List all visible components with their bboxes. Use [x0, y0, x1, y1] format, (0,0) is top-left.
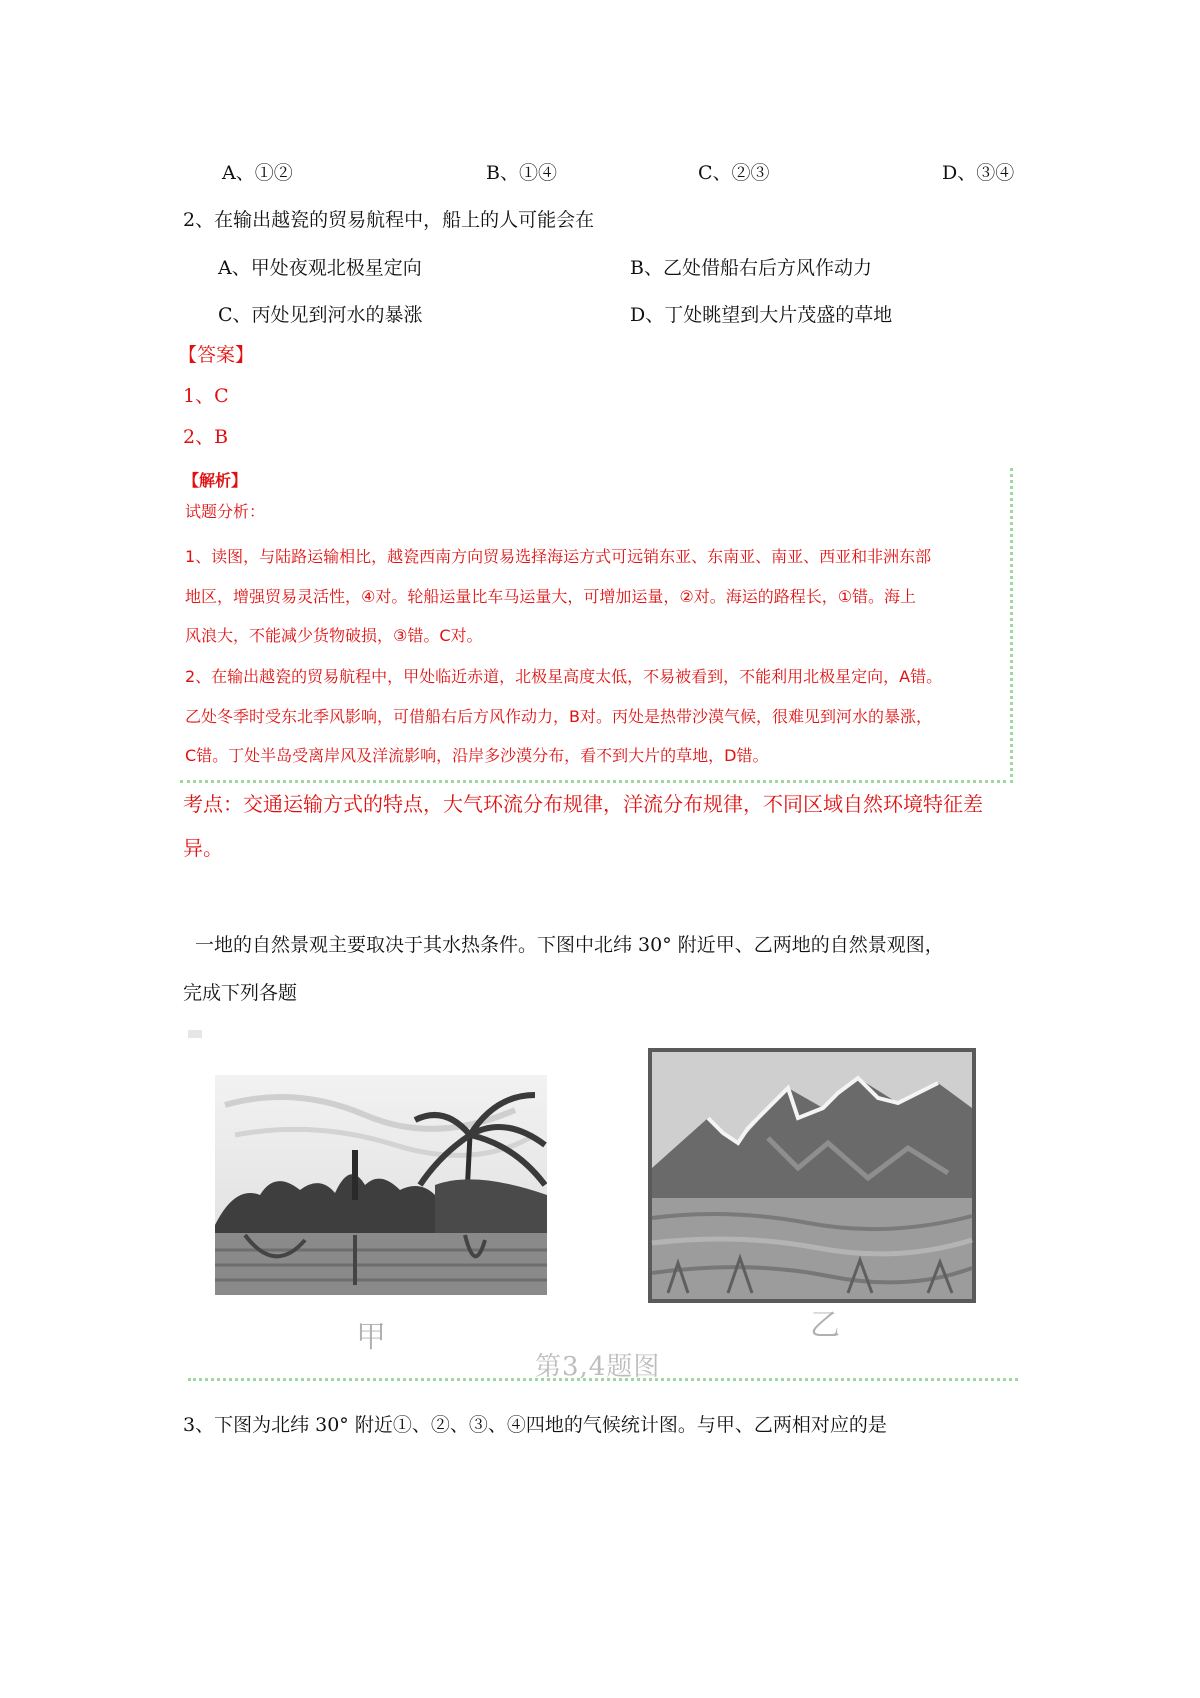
analysis-line-4: 2、在输出越瓷的贸易航程中，甲处临近赤道，北极星高度太低，不易被看到，不能利用北极星定向，A错。 [185, 667, 943, 686]
q1-option-c: C、②③ [698, 162, 770, 184]
kaodian-line-2: 异。 [183, 836, 223, 860]
analysis-line-2: 地区，增强贸易灵活性，④对。轮船运量比车马运量大，可增加运量，②对。海运的路程长，①错。海上 [185, 587, 917, 606]
analysis-line-5: 乙处冬季时受东北季风影响，可借船右后方风作动力，B对。丙处是热带沙漠气候，很难见到河水的暴涨， [185, 707, 932, 726]
analysis-line-3: 风浪大，不能减少货物破损，③错。C对。 [185, 626, 483, 645]
scan-mark [188, 1030, 202, 1038]
q1-option-d: D、③④ [942, 162, 1015, 184]
analysis-line-6: C错。丁处半岛受离岸风及洋流影响，沿岸多沙漠分布，看不到大片的草地，D错。 [185, 746, 769, 765]
analysis-header: 【解析】 [183, 471, 248, 490]
q2-option-b: B、乙处借船右后方风作动力 [630, 257, 872, 279]
q2-option-a: A、甲处夜观北极星定向 [218, 257, 422, 279]
intro-line-1: 一地的自然景观主要取决于其水热条件。下图中北纬 30° 附近甲、乙两地的自然景观图， [195, 934, 944, 956]
label-jia: 甲 [356, 1320, 386, 1355]
label-yi: 乙 [810, 1308, 840, 1343]
q1-option-b: B、①④ [486, 162, 557, 184]
answer-header: 【答案】 [178, 344, 255, 366]
answer-item-1: 1、C [183, 385, 229, 407]
analysis-subheader: 试题分析： [185, 502, 266, 521]
photo-yi [648, 1048, 976, 1303]
figure-divider [188, 1378, 1018, 1381]
analysis-line-1: 1、读图，与陆路运输相比，越瓷西南方向贸易选择海运方式可远销东亚、东南亚、南亚、西亚和非洲东部 [185, 547, 932, 566]
q2-stem: 2、在输出越瓷的贸易航程中，船上的人可能会在 [183, 209, 595, 231]
kaodian-line-1: 考点：交通运输方式的特点，大气环流分布规律，洋流分布规律，不同区域自然环境特征差 [183, 792, 983, 816]
answer-item-2: 2、B [183, 426, 229, 448]
figure-caption: 第3,4题图 [535, 1352, 661, 1382]
q2-option-d: D、丁处眺望到大片茂盛的草地 [630, 304, 893, 326]
q3-stem: 3、下图为北纬 30° 附近①、②、③、④四地的气候统计图。与甲、乙两相对应的是 [183, 1414, 887, 1436]
intro-line-2: 完成下列各题 [183, 982, 298, 1004]
q1-option-a: A、①② [222, 162, 293, 184]
photo-jia [215, 1075, 547, 1295]
q2-option-c: C、丙处见到河水的暴涨 [218, 304, 423, 326]
